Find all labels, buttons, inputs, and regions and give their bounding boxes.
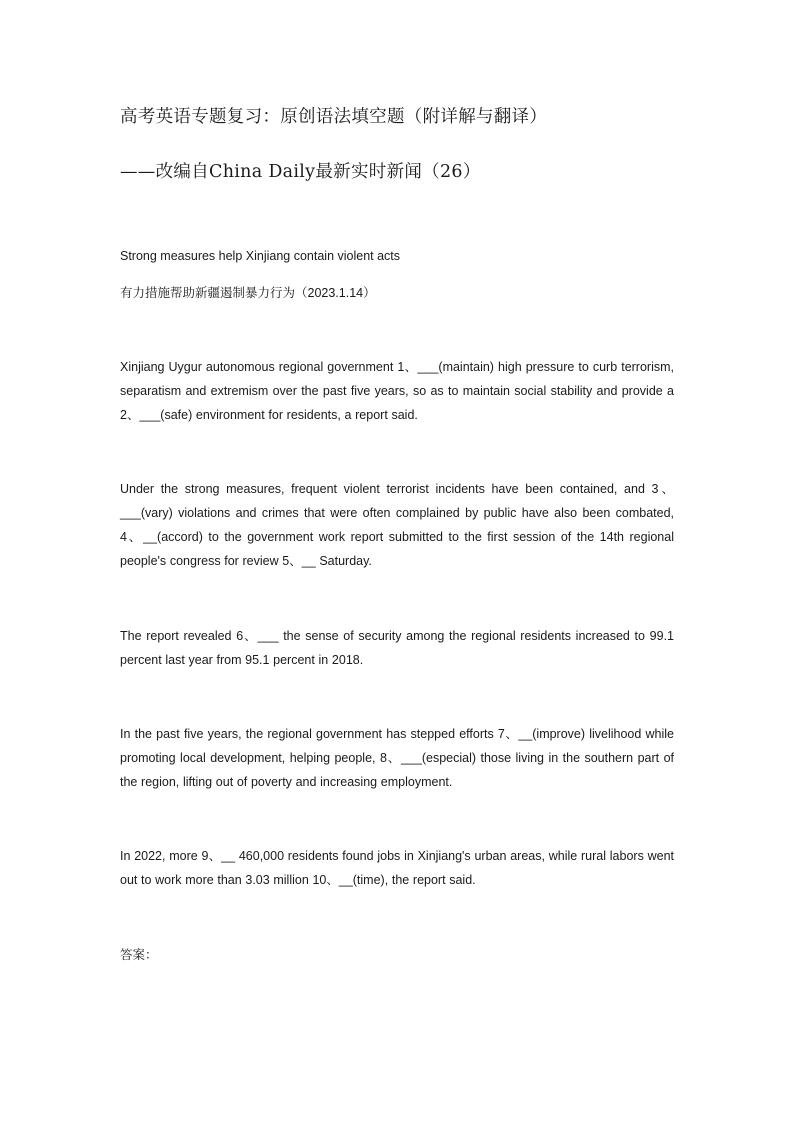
document-subtitle: ——改编自China Daily最新实时新闻（26）: [120, 162, 481, 182]
exercise-paragraph-2: Under the strong measures, frequent violent terrorist incidents have been contained, and 3、___(vary) violations and crimes that were often complained by public have also been combated, 4、__(accord) to the government work report submitted to the first session of the 14th regional people's congress for review 5、__ Saturday.: [120, 482, 674, 568]
document-title: 高考英语专题复习：原创语法填空题（附详解与翻译）: [120, 107, 548, 127]
answer-label: 答案：: [120, 948, 158, 962]
news-headline-english: Strong measures help Xinjiang contain violent acts: [120, 249, 401, 263]
news-headline-chinese: 有力措施帮助新疆遏制暴力行为（2023.1.14）: [120, 286, 376, 300]
exercise-paragraph-4: In the past five years, the regional government has stepped efforts 7、__(improve) livelihood while promoting local development, helping people, 8、___(especial) those living in the southern part of the region, lifting out of poverty and increasing employment.: [120, 727, 674, 789]
exercise-paragraph-1: Xinjiang Uygur autonomous regional government 1、___(maintain) high pressure to curb terrorism, separatism and extremism over the past five years, so as to maintain social stability and provide a 2、___(safe) environment for residents, a report said.: [120, 360, 674, 422]
exercise-paragraph-3: The report revealed 6、___ the sense of security among the regional residents increased to 99.1 percent last year from 95.1 percent in 2018.: [120, 629, 674, 667]
exercise-paragraph-5: In 2022, more 9、__ 460,000 residents found jobs in Xinjiang's urban areas, while rural labors went out to work more than 3.03 million 10、__(time), the report said.: [120, 849, 674, 887]
